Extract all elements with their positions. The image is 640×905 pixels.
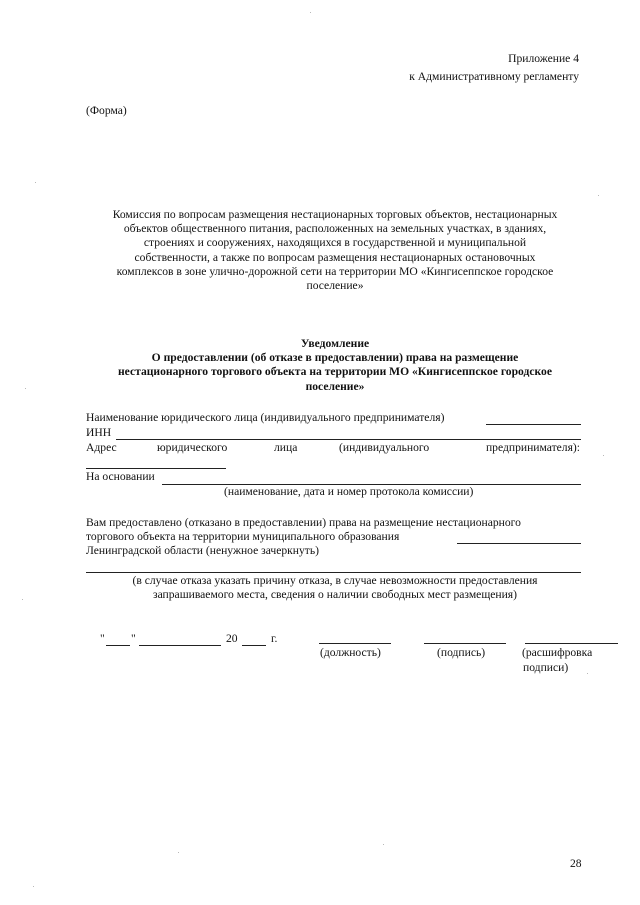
- form-label: (Форма): [86, 104, 127, 117]
- scan-speck: [383, 844, 384, 845]
- commission-line: собственности, а также по вопросам размещения нестационарных остановочных: [134, 250, 536, 264]
- municipality-field[interactable]: [457, 543, 581, 544]
- commission-line: строениях и сооружениях, находящихся в государственной и муниципальной: [143, 236, 527, 250]
- inn-label: ИНН: [86, 426, 112, 439]
- notice-subtitle-line: О предоставлении (об отказе в предоставлении) права на размещение: [151, 351, 519, 365]
- date-year-field[interactable]: [242, 645, 266, 646]
- scan-speck: [310, 12, 311, 13]
- notice-heading: [70, 337, 600, 394]
- decision-line: Вам предоставлено (отказано в предоставлении) права на размещение нестационарного: [86, 516, 521, 529]
- commission-line: поселение»: [306, 279, 364, 293]
- address-word: предпринимателя):: [485, 441, 580, 454]
- commission-line: объектов общественного питания, расположенных на земельных участках, в зданиях,: [123, 222, 547, 236]
- scan-speck: [178, 852, 179, 853]
- date-year-suffix: г.: [271, 632, 278, 645]
- regulation-reference: к Административному регламенту: [409, 70, 579, 83]
- date-quote-close: ": [131, 632, 136, 645]
- refusal-reason-field[interactable]: [86, 572, 581, 573]
- decryption-caption: подписи): [523, 661, 569, 674]
- scan-speck: [587, 673, 588, 674]
- refusal-note-line: (в случае отказа указать причину отказа, в случае невозможности предоставления: [132, 574, 538, 587]
- address-word: юридического: [157, 441, 228, 454]
- basis-label: На основании: [86, 470, 155, 483]
- date-month-field[interactable]: [139, 645, 221, 646]
- decryption-caption: (расшифровка: [522, 646, 593, 659]
- scan-speck: [33, 886, 34, 887]
- scan-speck: [603, 455, 604, 456]
- date-day-field[interactable]: [106, 645, 130, 646]
- scan-speck: [35, 182, 36, 183]
- legal-entity-label: Наименование юридического лица (индивидуального предпринимателя): [86, 411, 445, 424]
- scan-speck: [25, 388, 26, 389]
- date-quote-open: ": [100, 632, 105, 645]
- address-word: (индивидуального: [339, 441, 430, 454]
- refusal-note: [70, 574, 600, 602]
- refusal-note-line: запрашиваемого места, сведения о наличии свободных мест размещения): [152, 588, 518, 602]
- scan-speck: [598, 195, 599, 196]
- decryption-field[interactable]: [525, 643, 618, 644]
- decision-line: торгового объекта на территории муниципального образования: [86, 530, 400, 543]
- commission-line: комплексов в зоне улично-дорожной сети на территории МО «Кингисеппское городское: [116, 264, 554, 278]
- address-field[interactable]: [86, 468, 226, 469]
- basis-caption: (наименование, дата и номер протокола комиссии): [224, 485, 474, 498]
- notice-title: Уведомление: [300, 337, 370, 350]
- notice-subtitle-line: поселение»: [305, 379, 365, 393]
- legal-entity-field[interactable]: [486, 424, 581, 425]
- position-field[interactable]: [319, 643, 391, 644]
- address-word: лица: [274, 441, 298, 454]
- position-caption: (должность): [320, 646, 381, 659]
- inn-field[interactable]: [116, 439, 581, 440]
- date-year-prefix: 20: [226, 632, 238, 645]
- address-word: Адрес: [86, 441, 117, 454]
- commission-text: [70, 208, 600, 293]
- appendix-number: Приложение 4: [508, 52, 579, 65]
- notice-subtitle-line: нестационарного торгового объекта на территории МО «Кингисеппское городское: [118, 365, 552, 379]
- page-number: 28: [570, 857, 582, 870]
- signature-caption: (подпись): [437, 646, 486, 659]
- scan-speck: [22, 599, 23, 600]
- signature-field[interactable]: [424, 643, 506, 644]
- commission-line: Комиссия по вопросам размещения нестационарных торговых объектов, нестационарных: [112, 208, 558, 221]
- decision-line: Ленинградской области (ненужное зачеркнуть): [86, 544, 320, 557]
